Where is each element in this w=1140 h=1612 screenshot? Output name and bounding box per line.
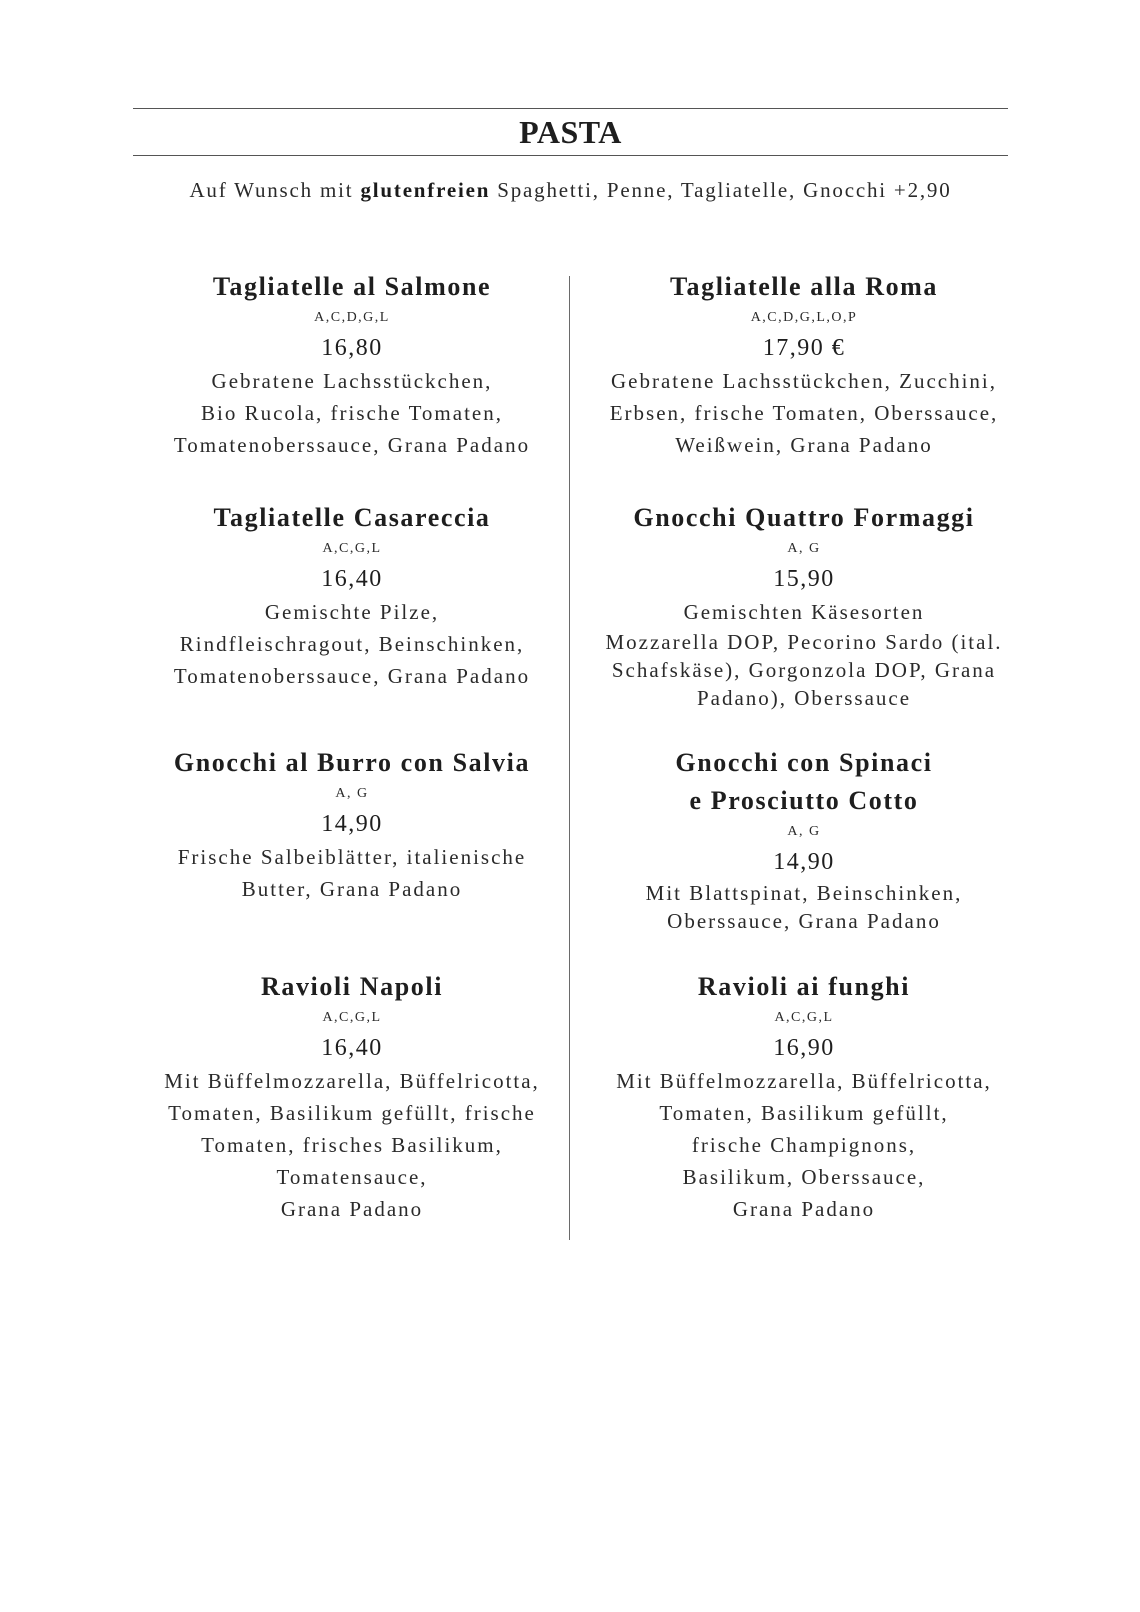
desc-line: Tomaten, frisches Basilikum,: [201, 1133, 503, 1157]
column-divider: [569, 276, 570, 1240]
dish-description: [152, 596, 552, 692]
dish-description-intro: Gemischten Käsesorten: [683, 600, 925, 624]
dish-gnocchi-con-spinaci: [604, 744, 1004, 935]
gluten-free-note: [133, 178, 1008, 203]
desc-line: Tomatensauce,: [276, 1165, 428, 1189]
dish-tagliatelle-alla-roma: [604, 268, 1004, 461]
desc-line: frische Champignons,: [691, 1133, 917, 1157]
dish-description: [604, 365, 1004, 461]
desc-line: Gebratene Lachsstückchen, Zucchini,: [610, 369, 998, 393]
dish-price: 15,90: [773, 566, 835, 592]
desc-line: Bio Rucola, frische Tomaten,: [200, 401, 503, 425]
desc-line: Schafskäse), Gorgonzola DOP, Grana: [611, 658, 997, 682]
note-prefix: Auf Wunsch mit: [189, 178, 354, 202]
desc-line: Gebratene Lachsstückchen,: [211, 369, 493, 393]
desc-line: Erbsen, frische Tomaten, Oberssauce,: [609, 401, 999, 425]
desc-line: Tomatenoberssauce, Grana Padano: [173, 664, 531, 688]
desc-line: Weißwein, Grana Padano: [675, 433, 933, 457]
dish-name: Tagliatelle alla Roma: [669, 272, 939, 301]
dish-tagliatelle-casareccia: [152, 499, 552, 692]
dish-price: 14,90: [773, 849, 835, 875]
dish-name: Ravioli Napoli: [260, 972, 444, 1001]
desc-line: Oberssauce, Grana Padano: [667, 909, 941, 933]
dish-tagliatelle-al-salmone: [152, 268, 552, 461]
dish-allergens: A, G: [335, 786, 369, 801]
desc-line: Mit Büffelmozzarella, Büffelricotta,: [616, 1069, 992, 1093]
dish-allergens: A,C,D,G,L: [314, 310, 390, 325]
desc-line: Mozzarella DOP, Pecorino Sardo (ital.: [605, 630, 1003, 654]
desc-line: Basilikum, Oberssauce,: [682, 1165, 926, 1189]
header-top-rule: [133, 108, 1008, 109]
dish-price: 16,80: [321, 335, 383, 361]
desc-line: Padano), Oberssauce: [696, 686, 912, 710]
desc-line: Mit Büffelmozzarella, Büffelricotta,: [164, 1069, 540, 1093]
section-title: PASTA: [519, 114, 622, 150]
dish-description: [604, 879, 1004, 935]
desc-line: Grana Padano: [732, 1197, 876, 1221]
dish-price: 16,90: [773, 1035, 835, 1061]
dish-name-line2: e Prosciutto Cotto: [689, 786, 919, 815]
dish-ravioli-ai-funghi: [604, 968, 1004, 1225]
dish-allergens: A,C,G,L: [774, 1010, 834, 1025]
dish-gnocchi-quattro-formaggi: [604, 499, 1004, 712]
desc-line: Frische Salbeiblätter, italienische: [177, 845, 527, 869]
dish-name: Ravioli ai funghi: [697, 972, 911, 1001]
dish-description: [152, 1065, 552, 1225]
dish-price: 16,40: [321, 566, 383, 592]
dish-allergens: A,C,D,G,L,O,P: [750, 310, 858, 325]
dish-name-line1: Gnocchi con Spinaci: [675, 748, 933, 777]
dish-allergens: A, G: [787, 541, 821, 556]
desc-line: Mit Blattspinat, Beinschinken,: [645, 881, 963, 905]
note-suffix: Spaghetti, Penne, Tagliatelle, Gnocchi +2,90: [497, 178, 952, 202]
dish-description: [152, 841, 552, 905]
dish-allergens: A,C,G,L: [322, 1010, 382, 1025]
dish-price: 17,90 €: [762, 335, 846, 361]
dish-price: 14,90: [321, 811, 383, 837]
dish-gnocchi-al-burro: [152, 744, 552, 905]
dish-allergens: A, G: [787, 824, 821, 839]
dish-name: Gnocchi Quattro Formaggi: [633, 503, 975, 532]
dish-price: 16,40: [321, 1035, 383, 1061]
desc-line: Tomaten, Basilikum gefüllt, frische: [168, 1101, 536, 1125]
desc-line: Grana Padano: [280, 1197, 424, 1221]
dish-allergens: A,C,G,L: [322, 541, 382, 556]
dish-description: [604, 628, 1004, 712]
header-bottom-rule: [133, 155, 1008, 156]
note-bold: glutenfreien: [360, 178, 491, 202]
desc-line: Tomatenoberssauce, Grana Padano: [173, 433, 531, 457]
desc-line: Butter, Grana Padano: [241, 877, 463, 901]
dish-ravioli-napoli: [152, 968, 552, 1225]
dish-description: [604, 1065, 1004, 1225]
dish-description: [152, 365, 552, 461]
desc-line: Gemischte Pilze,: [264, 600, 440, 624]
desc-line: Rindfleischragout, Beinschinken,: [179, 632, 525, 656]
dish-name: Gnocchi al Burro con Salvia: [173, 748, 531, 777]
dish-name: Tagliatelle al Salmone: [212, 272, 492, 301]
dish-name: Tagliatelle Casareccia: [213, 503, 491, 532]
desc-line: Tomaten, Basilikum gefüllt,: [659, 1101, 949, 1125]
